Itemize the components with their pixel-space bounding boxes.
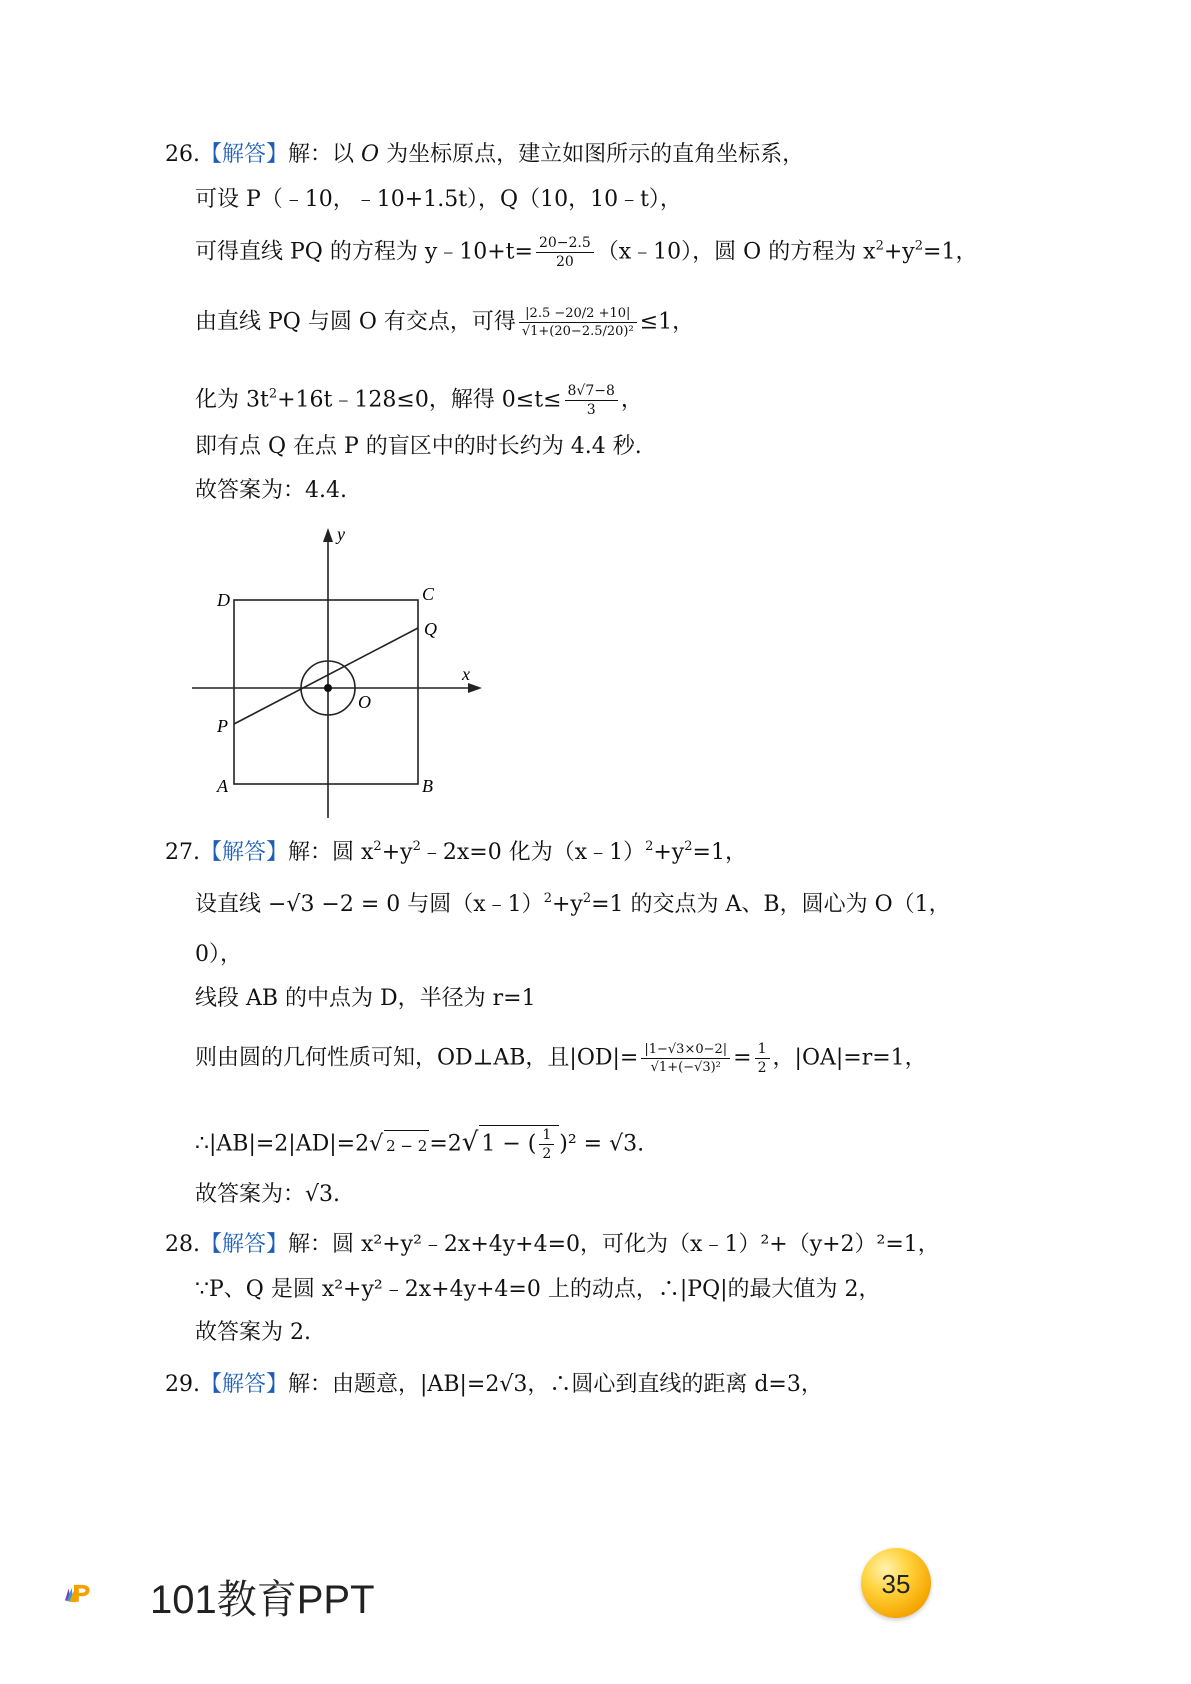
q27-line3: 0）， bbox=[195, 942, 242, 967]
q28-line1: 28.【解答】解：圆 x²+y²﹣2x+4y+4=0，可化为（x﹣1）²+（y+2）²=1， bbox=[165, 1232, 940, 1257]
line-PQ bbox=[234, 628, 418, 724]
origin-point bbox=[324, 684, 332, 692]
label-A: A bbox=[217, 776, 228, 796]
q27-line2: 设直线 −√3 −2 = 0 与圆$(x﹣1)^2+y^2=1$ 的交点为 A、B，圆心为 O（1， bbox=[195, 891, 951, 917]
fraction-half: $\frac{1}{2}$ bbox=[539, 1126, 554, 1163]
q28-line3: 故答案为 2. bbox=[195, 1320, 311, 1345]
q27-line6: ∴|AB|=2|AD|=2√ 2 − 2=2√ 1 − ( $\frac{1}{2}$ )² = √3. bbox=[195, 1127, 645, 1162]
q26-number: 26. bbox=[165, 142, 200, 167]
q26-line7: 故答案为：4.4. bbox=[195, 478, 347, 503]
square-ABCD bbox=[234, 600, 418, 784]
q26-line2: 可设 P（﹣10，﹣10+1.5t），Q（10，10﹣t）， bbox=[195, 187, 682, 212]
logo-p-icon bbox=[62, 1558, 152, 1628]
q26-line5: 化为 $3t^2+16t﹣128\le 0$，解得 0≤t≤ $\frac{8√7-8}{3}$ ， bbox=[195, 383, 643, 418]
y-axis-arrow bbox=[323, 528, 333, 542]
fraction: $\frac{8√7-8}{3}$ bbox=[565, 382, 618, 419]
label-B: B bbox=[422, 776, 433, 796]
q27-line5: 则由圆的几何性质可知，OD⊥AB，且|OD|= $\frac{|1-√3\times 0-2|}{\text{√1+(−√3)²}}$ = $\frac{1}{2}$ ，|OA|=r=1， bbox=[195, 1041, 927, 1076]
q26-line4: 由直线 PQ 与圆 O 有交点，可得 $\frac{|2.5 -20/2 +10|}{\text{√1+(20−2.5/20)²}}$ ≤1， bbox=[195, 306, 695, 339]
page-number-badge bbox=[861, 1548, 931, 1618]
fraction: $\frac{20-2.5}{20}$ bbox=[536, 234, 594, 271]
label-P: P bbox=[217, 716, 228, 736]
q26-line1: 26.【解答】解：以 O 为坐标原点，建立如图所示的直角坐标系， bbox=[165, 142, 805, 167]
q27-line1: 27.【解答】解：圆 $x^2+y^2﹣2x=0$ 化为$(x﹣1)^2+y^2=1$， bbox=[165, 839, 747, 865]
label-x: x bbox=[462, 664, 470, 684]
coordinate-figure bbox=[190, 520, 490, 825]
answer-tag: 【解答】 bbox=[200, 142, 289, 167]
q26-line6: 即有点 Q 在点 P 的盲区中的时长约为 4.4 秒. bbox=[195, 434, 642, 459]
brand-text: 101教育PPT bbox=[150, 1578, 375, 1622]
answer-tag: 【解答】 bbox=[200, 1232, 289, 1257]
label-C: C bbox=[422, 584, 435, 604]
fraction: $\frac{|1-√3\times 0-2|}{\text{√1+(−√3)²}}$ bbox=[641, 1041, 730, 1076]
label-D: D bbox=[217, 590, 230, 610]
answer-tag: 【解答】 bbox=[200, 1372, 289, 1397]
label-O: O bbox=[358, 692, 371, 712]
page-number: 35 bbox=[881, 1569, 911, 1599]
q28-line2: ∵P、Q 是圆 x²+y²﹣2x+4y+4=0 上的动点，∴|PQ|的最大值为 2， bbox=[195, 1277, 881, 1302]
x-axis-arrow bbox=[468, 683, 482, 693]
fraction: $\frac{|2.5 -20/2 +10|}{\text{√1+(20−2.5/20)²}}$ bbox=[519, 305, 637, 340]
fraction-half: $\frac{1}{2}$ bbox=[755, 1040, 770, 1077]
answer-tag: 【解答】 bbox=[200, 840, 289, 865]
q27-line7: 故答案为：√3. bbox=[195, 1182, 341, 1207]
q26-line3: 可得直线 PQ 的方程为 y﹣10+t= $\frac{20-2.5}{20}$ （x﹣10），圆 O 的方程为 $x^2+y^2=1$， bbox=[195, 235, 978, 270]
q29-line1: 29.【解答】解：由题意，|AB|=2√3，∴圆心到直线的距离 d=3， bbox=[165, 1372, 823, 1397]
q27-line4: 线段 AB 的中点为 D，半径为 r=1 bbox=[195, 986, 536, 1011]
label-y: y bbox=[337, 524, 345, 544]
label-Q: Q bbox=[424, 619, 437, 639]
